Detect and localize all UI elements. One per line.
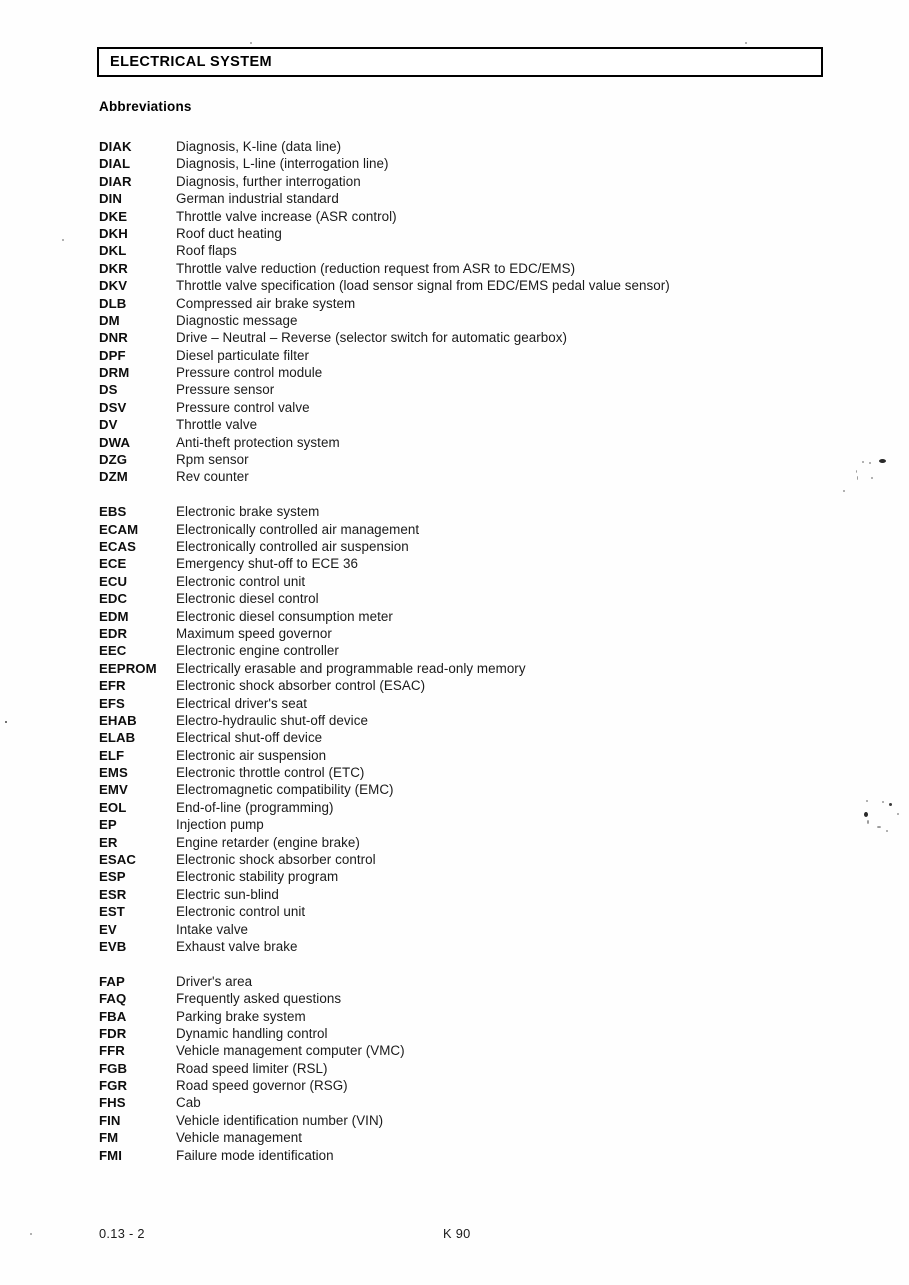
abbreviation-row: [99, 938, 859, 955]
abbreviation-definition: Diagnosis, L-line (interrogation line): [176, 156, 389, 172]
abbreviation-row: [99, 190, 859, 207]
abbreviation-definition: Rev counter: [176, 469, 249, 485]
abbreviation-term: ECU: [99, 573, 128, 589]
abbreviation-row: [99, 834, 859, 851]
abbreviation-row: [99, 312, 859, 329]
abbreviation-term: ECAS: [99, 538, 137, 554]
abbreviation-term: DRM: [99, 365, 130, 381]
abbreviation-definition: Diagnosis, further interrogation: [176, 173, 361, 189]
abbreviation-row: [99, 660, 859, 677]
abbreviation-row: [99, 434, 859, 451]
abbreviation-term: DIN: [99, 191, 123, 207]
abbreviation-definition: Electronic diesel control: [176, 591, 319, 607]
abbreviation-row: [99, 155, 859, 172]
abbreviation-definition: Throttle valve increase (ASR control): [176, 208, 397, 224]
abbreviation-row: [99, 1147, 859, 1164]
abbreviation-row: [99, 225, 859, 242]
abbreviation-term: DKE: [99, 208, 128, 224]
abbreviation-row: [99, 173, 859, 190]
abbreviation-definition: Road speed limiter (RSL): [176, 1060, 328, 1076]
abbreviation-term: DPF: [99, 347, 126, 363]
abbreviation-definition: Electrical driver's seat: [176, 695, 308, 711]
abbreviation-term: DIAL: [99, 156, 131, 172]
abbreviation-term: ESAC: [99, 852, 137, 868]
abbreviation-row: [99, 468, 859, 485]
abbreviation-term: ECE: [99, 556, 127, 572]
abbreviation-term: FGB: [99, 1060, 128, 1076]
abbreviation-definition: Throttle valve: [176, 417, 258, 433]
abbreviation-term: EFR: [99, 678, 126, 694]
abbreviation-row: [99, 277, 859, 294]
abbreviation-group-e: [99, 503, 859, 955]
abbreviation-term: EEPROM: [99, 660, 157, 676]
abbreviation-definition: Drive – Neutral – Reverse (selector switch for automatic gearbox): [176, 330, 567, 346]
abbreviation-definition: Electronic shock absorber control: [176, 852, 376, 868]
footer-page-number: 0.13 - 2: [99, 1226, 145, 1241]
abbreviation-row: [99, 364, 859, 381]
abbreviation-row: [99, 451, 859, 468]
abbreviation-definition: Road speed governor (RSG): [176, 1078, 348, 1094]
abbreviation-term: FAP: [99, 973, 125, 989]
abbreviation-row: [99, 590, 859, 607]
abbreviation-row: [99, 764, 859, 781]
abbreviation-term: FBA: [99, 1008, 127, 1024]
abbreviation-term: DWA: [99, 434, 131, 450]
abbreviation-term: ELF: [99, 747, 125, 763]
abbreviation-row: [99, 1077, 859, 1094]
abbreviation-definition: Electric sun-blind: [176, 886, 279, 902]
abbreviation-term: EVB: [99, 938, 127, 954]
abbreviation-term: ELAB: [99, 730, 136, 746]
abbreviation-term: EHAB: [99, 712, 137, 728]
abbreviation-term: ESR: [99, 886, 127, 902]
abbreviation-definition: Electronically controlled air management: [176, 521, 420, 537]
abbreviation-row: [99, 677, 859, 694]
abbreviation-row: [99, 990, 859, 1007]
abbreviation-term: FM: [99, 1130, 119, 1146]
abbreviation-term: DNR: [99, 330, 128, 346]
abbreviation-row: [99, 851, 859, 868]
abbreviation-row: [99, 260, 859, 277]
abbreviation-row: [99, 1112, 859, 1129]
abbreviation-definition: Parking brake system: [176, 1008, 306, 1024]
abbreviation-term: ESP: [99, 869, 126, 885]
abbreviation-row: [99, 1008, 859, 1025]
abbreviation-row: [99, 1042, 859, 1059]
abbreviation-term: FAQ: [99, 991, 127, 1007]
abbreviation-definition: Failure mode identification: [176, 1147, 334, 1163]
abbreviation-row: [99, 816, 859, 833]
abbreviation-definition: Electrical shut-off device: [176, 730, 323, 746]
abbreviation-term: DZM: [99, 469, 128, 485]
abbreviation-term: EST: [99, 904, 125, 920]
abbreviation-term: DSV: [99, 399, 127, 415]
abbreviation-term: EDR: [99, 625, 128, 641]
abbreviation-row: [99, 295, 859, 312]
abbreviation-row: [99, 538, 859, 555]
abbreviation-term: FFR: [99, 1043, 125, 1059]
abbreviation-definition: Pressure sensor: [176, 382, 275, 398]
abbreviation-definition: Electronic engine controller: [176, 643, 339, 659]
abbreviation-row: [99, 608, 859, 625]
abbreviation-definition: Electronic air suspension: [176, 747, 327, 763]
abbreviation-term: EDC: [99, 591, 128, 607]
abbreviation-definition: Pressure control module: [176, 365, 323, 381]
abbreviation-term: EDM: [99, 608, 129, 624]
abbreviation-definition: Throttle valve reduction (reduction request from ASR to EDC/EMS): [176, 260, 576, 276]
abbreviation-row: [99, 329, 859, 346]
abbreviation-definition: Frequently asked questions: [176, 991, 342, 1007]
abbreviation-definition: Electro-hydraulic shut-off device: [176, 712, 368, 728]
abbreviation-definition: Compressed air brake system: [176, 295, 356, 311]
abbreviation-row: [99, 695, 859, 712]
abbreviation-definition: Anti-theft protection system: [176, 434, 340, 450]
abbreviation-term: DIAK: [99, 139, 132, 154]
abbreviation-definition: Pressure control valve: [176, 399, 310, 415]
abbreviation-row: [99, 642, 859, 659]
abbreviation-row: [99, 799, 859, 816]
abbreviation-term: ECAM: [99, 521, 139, 537]
abbreviation-row: [99, 399, 859, 416]
abbreviation-term: DZG: [99, 452, 128, 468]
abbreviation-term: EMS: [99, 765, 128, 781]
abbreviation-row: [99, 886, 859, 903]
abbreviation-term: DV: [99, 417, 118, 433]
abbreviation-term: DKV: [99, 278, 128, 294]
footer-document-code: K 90: [443, 1226, 471, 1241]
abbreviation-group-gap: [99, 955, 859, 972]
abbreviation-definition: Electronic stability program: [176, 869, 339, 885]
abbreviation-term: DKL: [99, 243, 127, 259]
abbreviation-definition: Electrically erasable and programmable read-only memory: [176, 660, 526, 676]
abbreviation-definition: Electromagnetic compatibility (EMC): [176, 782, 394, 798]
abbreviation-row: [99, 729, 859, 746]
abbreviation-row: [99, 503, 859, 520]
abbreviation-row: [99, 242, 859, 259]
abbreviation-definition: Maximum speed governor: [176, 625, 332, 641]
abbreviation-term: EBS: [99, 504, 127, 520]
abbreviation-term: EOL: [99, 799, 127, 815]
abbreviation-term: FIN: [99, 1112, 121, 1128]
abbreviation-row: [99, 1094, 859, 1111]
abbreviation-definition: Diesel particulate filter: [176, 347, 309, 363]
abbreviation-term: EEC: [99, 643, 127, 659]
abbreviation-definition: Exhaust valve brake: [176, 938, 298, 954]
abbreviation-row: [99, 208, 859, 225]
abbreviation-definition: Electronically controlled air suspension: [176, 538, 409, 554]
abbreviation-term: FMI: [99, 1147, 123, 1163]
abbreviation-row: [99, 573, 859, 590]
abbreviation-definition: Electronic brake system: [176, 504, 320, 520]
abbreviation-definition: Electronic control unit: [176, 573, 306, 589]
abbreviation-definition: Electronic throttle control (ETC): [176, 765, 365, 781]
abbreviation-definition: Dynamic handling control: [176, 1025, 328, 1041]
abbreviation-definition: Diagnosis, K-line (data line): [176, 139, 342, 154]
abbreviation-term: EP: [99, 817, 117, 833]
abbreviation-definition: Electronic control unit: [176, 904, 306, 920]
abbreviation-term: EV: [99, 921, 117, 937]
abbreviation-row: [99, 973, 859, 990]
abbreviation-term: EMV: [99, 782, 128, 798]
abbreviation-term: FDR: [99, 1025, 127, 1041]
page-header-box: [97, 47, 823, 77]
abbreviation-definition: Cab: [176, 1095, 201, 1111]
abbreviation-term: DM: [99, 312, 120, 328]
abbreviation-term: ER: [99, 834, 118, 850]
abbreviation-row: [99, 712, 859, 729]
abbreviation-definition: Injection pump: [176, 817, 264, 833]
abbreviation-definition: Electronic shock absorber control (ESAC): [176, 678, 426, 694]
abbreviation-row: [99, 1025, 859, 1042]
abbreviation-term: FGR: [99, 1078, 128, 1094]
abbreviation-definition: End-of-line (programming): [176, 799, 334, 815]
abbreviation-definition: Throttle valve specification (load sensor signal from EDC/EMS pedal value sensor): [176, 278, 670, 294]
abbreviation-row: [99, 903, 859, 920]
abbreviation-row: [99, 868, 859, 885]
abbreviation-definition: Emergency shut-off to ECE 36: [176, 556, 359, 572]
abbreviation-row: [99, 416, 859, 433]
abbreviation-definition: Rpm sensor: [176, 452, 249, 468]
abbreviation-definition: Roof duct heating: [176, 225, 282, 241]
abbreviation-definition: Engine retarder (engine brake): [176, 834, 360, 850]
abbreviation-row: [99, 625, 859, 642]
abbreviation-term: FHS: [99, 1095, 126, 1111]
abbreviation-definition: Diagnostic message: [176, 312, 298, 328]
section-heading: Abbreviations: [99, 99, 192, 114]
abbreviation-term: DKR: [99, 260, 128, 276]
page-title: ELECTRICAL SYSTEM: [110, 54, 273, 70]
abbreviation-row: [99, 138, 859, 155]
abbreviation-term: DIAR: [99, 173, 132, 189]
abbreviations-list: [99, 138, 859, 1164]
abbreviation-row: [99, 521, 859, 538]
abbreviation-definition: Vehicle management computer (VMC): [176, 1043, 405, 1059]
abbreviation-group-d: [99, 138, 859, 486]
abbreviation-row: [99, 381, 859, 398]
abbreviation-row: [99, 1129, 859, 1146]
abbreviation-term: DLB: [99, 295, 127, 311]
abbreviation-row: [99, 347, 859, 364]
abbreviation-definition: Electronic diesel consumption meter: [176, 608, 393, 624]
abbreviation-term: DS: [99, 382, 118, 398]
abbreviation-definition: Vehicle management: [176, 1130, 302, 1146]
abbreviation-definition: Intake valve: [176, 921, 249, 937]
abbreviation-definition: German industrial standard: [176, 191, 339, 207]
abbreviation-term: EFS: [99, 695, 125, 711]
abbreviation-row: [99, 1060, 859, 1077]
abbreviation-group-gap: [99, 486, 859, 503]
abbreviation-row: [99, 781, 859, 798]
abbreviation-term: DKH: [99, 225, 128, 241]
abbreviation-row: [99, 747, 859, 764]
abbreviation-definition: Roof flaps: [176, 243, 237, 259]
abbreviation-row: [99, 555, 859, 572]
abbreviation-row: [99, 921, 859, 938]
abbreviation-group-f: [99, 973, 859, 1164]
abbreviation-definition: Vehicle identification number (VIN): [176, 1112, 384, 1128]
abbreviation-definition: Driver's area: [176, 973, 253, 989]
